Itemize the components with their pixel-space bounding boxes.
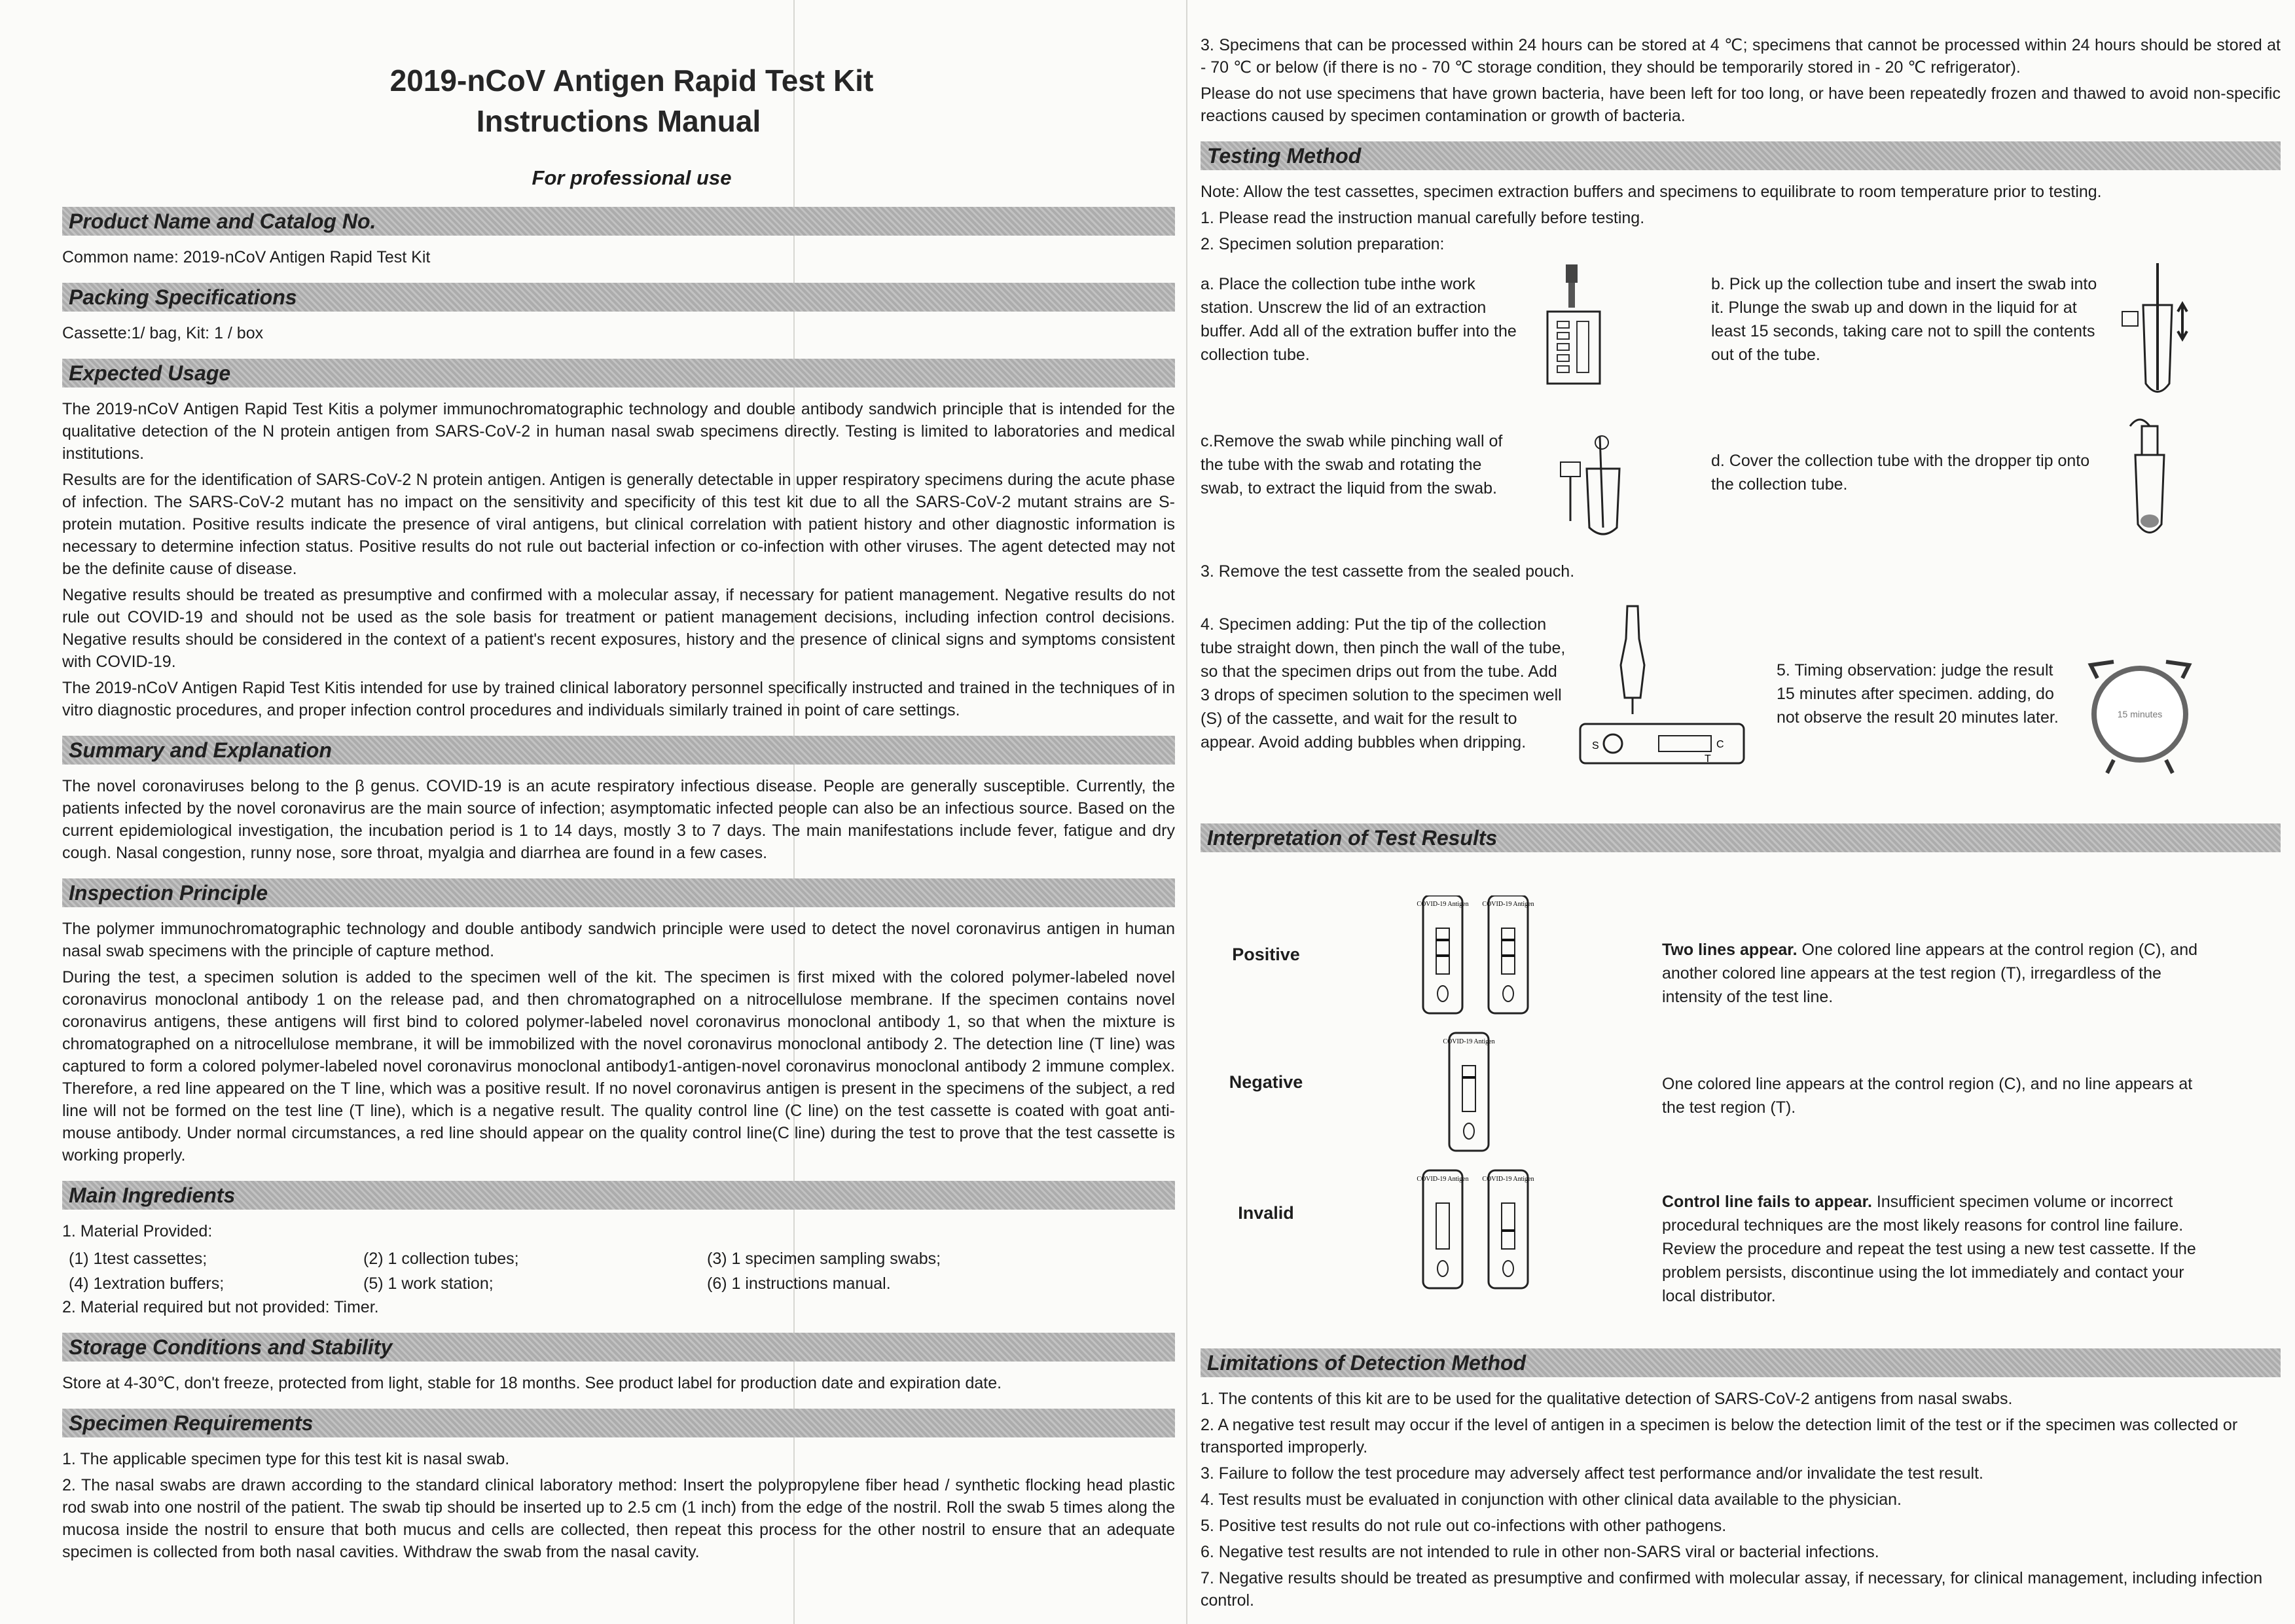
specimen-storage-item: 3. Specimens that can be processed within 24 hours can be stored at 4 ℃; specimens that cannot be processed within 24 hours should be stored at - 70 ℃ or below (if there is no - 70 ℃ storage condition, they should be temporarily stored in - 20 ℃ refrigerator). xyxy=(1201,36,2281,77)
testing-steps-area xyxy=(1201,259,2281,809)
section-heading-testing: Testing Method xyxy=(1201,141,2281,170)
inspection-paragraph: The polymer immunochromatographic technology and double antibody sandwich principle were used to detect the novel coronavirus antigen in human nasal swab specimens with the principle of capture method. xyxy=(62,920,1175,961)
material-item: (3) 1 specimen sampling swabs; xyxy=(707,1250,941,1269)
limitation-item: 1. The contents of this kit are to be used for the qualitative detection of SARS-CoV-2 antigens from nasal swabs. xyxy=(1201,1390,2013,1408)
summary-paragraph: The novel coronaviruses belong to the β genus. COVID-19 is an acute respiratory infectious disease. People are generally susceptible. Currently, the patients infected by the novel coronavirus are the main source of infection; asymptomatic infected people can also be an infectious source. Based on the current epidemiological investigation, the incubation period is 1 to 14 days, mostly 3 to 7 days. The main manifestations include fever, fatigue and dry cough. Nasal congestion, runny nose, sore throat, myalgia and diarrhea are found in a few cases. xyxy=(62,777,1175,863)
testing-step-2: 2. Specimen solution preparation: xyxy=(1201,235,1445,253)
negative-cassette xyxy=(1443,1033,1494,1151)
swab-tube-illustration xyxy=(2117,259,2196,410)
results-area xyxy=(1201,863,2281,1334)
cassette-label: COVID-19 Antigen xyxy=(1443,1038,1495,1045)
page-fold-center xyxy=(1186,0,1187,1624)
section-heading-specimen: Specimen Requirements xyxy=(62,1409,1175,1437)
cassette-label: COVID-19 Antigen xyxy=(1482,1176,1534,1183)
left-column xyxy=(62,0,1175,1567)
limitation-item: 3. Failure to follow the test procedure may adversely affect test performance and/or invalidate the test result. xyxy=(1201,1464,1983,1483)
limitation-item: 5. Positive test results do not rule out co-infections with other pathogens. xyxy=(1201,1517,1727,1535)
material-item: (2) 1 collection tubes; xyxy=(363,1250,519,1269)
timer-clock-icon xyxy=(2084,652,2196,776)
testing-note: Note: Allow the test cassettes, specimen extraction buffers and specimens to equilibrate to room temperature prior to testing. xyxy=(1201,183,2102,201)
manual-title-line2: Instructions Manual xyxy=(476,104,761,139)
packing-text: Cassette:1/ bag, Kit: 1 / box xyxy=(62,324,264,343)
result-positive-text: One colored line appears at the control region (C), and another colored line appears at the test region (T), irregardless of the intensity of the test line. xyxy=(1662,941,2198,1006)
specimen-well xyxy=(1503,986,1513,1001)
result-negative-description: One colored line appears at the control region (C), and no line appears at the test region (T). xyxy=(1662,1075,2193,1117)
result-cassettes-illustration xyxy=(1417,895,1567,1314)
positive-cassette xyxy=(1482,895,1534,1013)
specimen-well xyxy=(1503,1261,1513,1276)
cassette-label: COVID-19 Antigen xyxy=(1482,901,1534,908)
specimen-warning: Please do not use specimens that have grown bacteria, have been left for too long, or have been repeatedly frozen and thawed to avoid non-specific reactions caused by specimen contamination or growth of bacteria. xyxy=(1201,84,2281,125)
cassette-mark-s: S xyxy=(1592,740,1599,751)
result-positive-description xyxy=(1662,938,2205,1009)
invalid-cassette xyxy=(1482,1170,1534,1288)
material-item: (4) 1extration buffers; xyxy=(69,1274,225,1293)
step-b-text: b. Pick up the collection tube and insert the swab into it. Plunge the swab up and down in the liquid for at least 15 seconds, taking care not to spill the contents out of the tube. xyxy=(1711,275,2097,364)
step-4-text: 4. Specimen adding: Put the tip of the collection tube straight down, then pinch the wall of the tube, so that the specimen drips out from the tube. Add 3 drops of specimen solution to the specimen well (S) of the cassette, and wait for the result to appear. Avoid adding bubbles when dripping. xyxy=(1201,615,1566,751)
specimen-well xyxy=(1437,1261,1448,1276)
usage-paragraph: The 2019-nCoV Antigen Rapid Test Kitis intended for use by trained clinical laboratory personnel specifically instructed and trained in the techniques of in vitro diagnostic procedures, and proper infection control procedures and individuals similarly trained in point of care settings. xyxy=(62,679,1175,720)
section-heading-inspection: Inspection Principle xyxy=(62,878,1175,907)
testing-step-1: 1. Please read the instruction manual carefully before testing. xyxy=(1201,209,1645,227)
positive-cassette xyxy=(1417,895,1468,1013)
pinch-tube-illustration xyxy=(1515,423,1646,541)
timer-label: 15 minutes xyxy=(2117,709,2163,719)
section-heading-packing: Packing Specifications xyxy=(62,283,1175,312)
section-heading-usage: Expected Usage xyxy=(62,359,1175,388)
cassette-mark-t: T xyxy=(1705,753,1711,765)
specimen-well xyxy=(1464,1123,1474,1139)
invalid-cassette xyxy=(1417,1170,1468,1288)
dropper-cap-illustration xyxy=(2104,413,2196,544)
specimen-item: 1. The applicable specimen type for this test kit is nasal swab. xyxy=(62,1450,510,1469)
section-heading-interpretation: Interpretation of Test Results xyxy=(1201,823,2281,852)
materials-row xyxy=(62,1246,1175,1271)
step-5-text: 5. Timing observation: judge the result 15 minutes after specimen. adding, do not observe the result 20 minutes later. xyxy=(1777,661,2059,727)
result-invalid-description xyxy=(1662,1190,2205,1308)
step-a-text: a. Place the collection tube inthe work station. Unscrew the lid of an extraction buffer. Add all of the extration buffer into the collection tube. xyxy=(1201,275,1517,364)
limitation-item: 7. Negative results should be treated as presumptive and confirmed with molecular assay, if necessary, for clinical management, including infection control. xyxy=(1201,1569,2263,1610)
limitation-item: 6. Negative test results are not intended to rule in other non-SARS viral or bacterial infections. xyxy=(1201,1543,1879,1561)
right-column xyxy=(1201,0,2281,1615)
cassette-mark-c: C xyxy=(1716,739,1724,750)
result-positive-label: Positive xyxy=(1232,945,1300,964)
work-station-illustration xyxy=(1534,259,1613,390)
usage-paragraph: Results are for the identification of SARS-CoV-2 N protein antigen. Antigen is generally detectable in upper respiratory specimens during the acute phase of infection. The SARS-CoV-2 mutant has no impact on the sensitivity and specificity of this test kit due to all the SARS-CoV-2 mutant strains are S-protein mutation. Positive results indicate the presence of viral antigens, but clinical correlation with patient history and other diagnostic information is necessary to determine infection status. Positive results do not rule out bacterial infection or co-infection with other viruses. The agent detected may not be the definite cause of disease. xyxy=(62,471,1175,579)
section-heading-product: Product Name and Catalog No. xyxy=(62,207,1175,236)
result-negative-label: Negative xyxy=(1229,1072,1303,1092)
result-invalid-lead: Control line fails to appear. xyxy=(1662,1193,1872,1211)
section-heading-limitations: Limitations of Detection Method xyxy=(1201,1348,2281,1377)
section-heading-summary: Summary and Explanation xyxy=(62,736,1175,765)
result-invalid-label: Invalid xyxy=(1238,1203,1294,1223)
limitation-item: 2. A negative test result may occur if the level of antigen in a specimen is below the detection limit of the test or if the specimen was collected or transported improperly. xyxy=(1201,1416,2238,1456)
manual-subtitle: For professional use xyxy=(532,166,732,190)
specimen-well xyxy=(1437,986,1448,1001)
cassette-label: COVID-19 Antigen xyxy=(1417,1176,1469,1183)
storage-text: Store at 4-30℃, don't freeze, protected from light, stable for 18 months. See product label for production date and expiration date. xyxy=(62,1374,1002,1393)
materials-row xyxy=(62,1271,1175,1296)
usage-paragraph: Negative results should be treated as presumptive and confirmed with a molecular assay, if necessary for patient management. Negative results do not rule out COVID-19 and should not be used as the sole basis for treatment or patient management decisions, including infection control decisions. Negative results should be considered in the context of a patient's recent exposures, history and the presence of clinical signs and symptoms consistent with COVID-19. xyxy=(62,586,1175,672)
manual-title: 2019-nCoV Antigen Rapid Test Kit xyxy=(389,63,874,98)
testing-step-3: 3. Remove the test cassette from the sealed pouch. xyxy=(1201,562,1575,581)
material-item: (1) 1test cassettes; xyxy=(69,1250,208,1269)
material-item: (6) 1 instructions manual. xyxy=(707,1274,891,1293)
cassette-dropping-illustration xyxy=(1567,600,1763,770)
materials-not-provided: 2. Material required but not provided: Timer. xyxy=(62,1298,379,1317)
inspection-paragraph: During the test, a specimen solution is added to the specimen well of the kit. The specimen is first mixed with the colored polymer-labeled novel coronavirus monoclonal antibody 1 on the release pad, and then chromatographed on a nitrocellulose membrane. If the specimen contains novel coronavirus antigens, these antigens will first bind to colored polymer-labeled novel coronavirus monoclonal antibody 1, so that when the mixture is chromatographed on a nitrocellulose membrane, it will be immobilized with the novel coronavirus monoclonal antibody 2. The detection line (T line) was captured to form a colored polymer-labeled novel coronavirus monoclonal antibody1-antigen-novel coronavirus monoclonal antibody 2 immune complex. Therefore, a red line appeared on the T line, which was a positive result. If no novel coronavirus antigen is present in the specimens of the subject, a red line will not be formed on the test line (T line), which is a negative result. The quality control line (C line) on the test cassette is coated with goat anti-mouse antibody. Under normal circumstances, a red line should appear on the quality control line(C line) during the test to prove that the test cassette is working properly. xyxy=(62,968,1175,1165)
product-common-name: Common name: 2019-nCoV Antigen Rapid Test Kit xyxy=(62,248,431,267)
result-invalid-text: Insufficient specimen volume or incorrect procedural techniques are the most likely reasons for control line failure. Review the procedure and repeat the test using a new test cassette. If the problem persists, discontinue using the lot immediately and contact your local distributor. xyxy=(1662,1193,2196,1305)
specimen-item: 2. The nasal swabs are drawn according to the standard clinical laboratory method: Insert the polypropylene fiber head / synthetic flocking head plastic rod swab into one nostril of the patient. The swab tip should be inserted up to 2.5 cm (1 inch) from the edge of the nostril. Roll the swab 5 times along the mucosa inside the nostril to ensure that both mucus and cells are collected, then repeat this process for the other nostril to ensure that an adequate specimen is collected from both nasal cavities. Withdraw the swab from the nasal cavity. xyxy=(62,1476,1175,1562)
limitation-item: 4. Test results must be evaluated in conjunction with other clinical data available to the physician. xyxy=(1201,1490,1902,1509)
materials-provided-label: 1. Material Provided: xyxy=(62,1222,213,1241)
result-positive-lead: Two lines appear. xyxy=(1662,941,1798,959)
step-d-text: d. Cover the collection tube with the dropper tip onto the collection tube. xyxy=(1711,452,2090,494)
cassette-label: COVID-19 Antigen xyxy=(1417,901,1469,908)
section-heading-ingredients: Main Ingredients xyxy=(62,1181,1175,1210)
usage-paragraph: The 2019-nCoV Antigen Rapid Test Kitis a polymer immunochromatographic technology and double antibody sandwich principle that is intended for the qualitative detection of the N protein antigen from SARS-CoV-2 in human nasal swab specimens directly. Testing is limited to laboratories and medical institutions. xyxy=(62,400,1175,463)
section-heading-storage: Storage Conditions and Stability xyxy=(62,1333,1175,1362)
material-item: (5) 1 work station; xyxy=(363,1274,494,1293)
step-c-text: c.Remove the swab while pinching wall of the tube with the swab and rotating the swab, to extract the liquid from the swab. xyxy=(1201,432,1503,497)
